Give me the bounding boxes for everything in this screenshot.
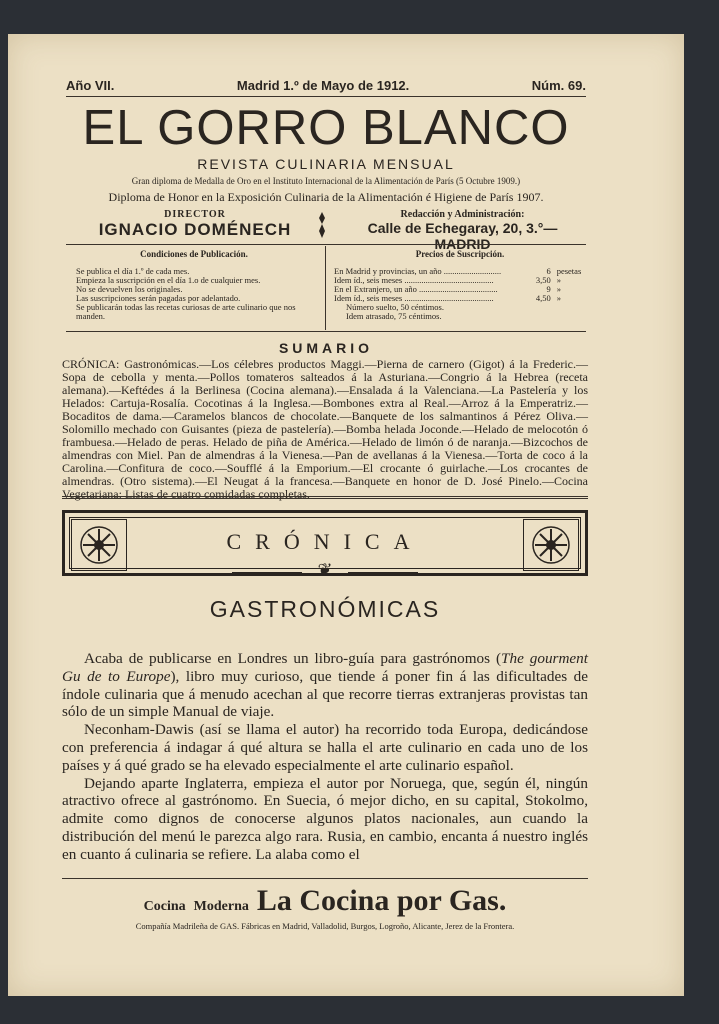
article-paragraph: Dejando aparte Inglaterra, empieza el autor por Noruega, que, según él, ningún atractivo ofrece al gastrónomo. En Suecia, ó mejor dicho, en su capital, Stokolmo, admite como dignos de conocerse algunos platos nacionales, aun cuando la distribución del menú le parezca algo rara. Rusia, en cambio, encanta á nuestro inglés en cuanto á culinaria se refiere. La alaba como el (62, 774, 588, 863)
price-row: Idem íd., seis meses .......................................... 3,50 » (334, 275, 561, 285)
header-rule (66, 96, 586, 97)
ad-headline: La Cocina por Gas. (256, 884, 507, 917)
condition-line: Empieza la suscripción en el día 1.o de cualquier mes. (76, 275, 261, 285)
summary-lead: CRÓNICA: (62, 357, 120, 371)
ad-left-2: Moderna (193, 899, 249, 914)
article-paragraph: Neconham-Dawis (así se llama el autor) ha recorrido toda Europa, dedicándose con preferencia á indagar á qué altura se halla el arte culinario en cada uno de los países y á qué grado se ha elevado especialmente el arte culinario español. (62, 721, 588, 774)
ad-company-line: Compañía Madrileña de GAS. Fábricas en Madrid, Valladolid, Burgos, Logroño, Alicante, Jerez de la Frontera. (135, 921, 515, 931)
director-label: DIRECTOR (164, 209, 226, 220)
rosette-ornament-icon (71, 519, 127, 571)
section-subtitle: GASTRONÓMICAS (209, 596, 441, 622)
condition-line: No se devuelven los originales. (76, 284, 183, 294)
director-block (80, 209, 310, 240)
director-name: IGNACIO DOMÉNECH (98, 220, 292, 239)
issue-date: Madrid 1.º de Mayo de 1912. (236, 78, 410, 93)
price-row: Idem íd., seis meses .......................................... 4,50 » (334, 293, 561, 303)
rosette-ornament-icon (523, 519, 579, 571)
info-bottom-rule (66, 331, 586, 332)
banner-title: CRÓNICA (226, 529, 424, 554)
ad-rule (62, 878, 588, 879)
summary-body: Gastronómicas.—Los célebres productos Maggi.—Pierna de carnero (Gigot) á la Frederic.—Sopa de cebolla y menta.—Pollos tomateros salteados á la Asturiana.—Congrio á la Hebrea (receta alemana).—Keftédes á la Berlinesa (Cocina alemana).—Ensalada á la Valenciana.—La Pastelería y los Helados: Cartuja-Rosalía. Cocotinas á la Inglesa.—Bombones extra al Real.—Arroz á la Emperatriz.—Bocaditos de dama.—Caramelos blancos de chocolate.—Banquete de los salmantinos á Pérez Oliva.—Solomillo mechado con Guisantes (pieza de pastelería).—Bomba helada Joconde.—Helado de melocotón ó frambuesa.—Helado de peras. Helado de piña de América.—Helado de limón ó de naranja.—Bizcochos de almendras con Miel. Pan de almendras á la Vienesa.—Pan de avellanas á la Vienesa.—Torta de coco á la Carolina.—Confitura de coco.—Soufflé á la Emporium.—El crocante ó guirlache.—Los crocantes de almendras. (Otro sistema).—El Neugat á la francesa.—Banquete en honor de D. José Pinelo.—Cocina Vegetariana: Listas de cuatro comidadas completas. (62, 357, 588, 501)
administration-block (340, 209, 585, 252)
summary-title: SUMARIO (278, 340, 374, 356)
back-issue-price: Idem atrasado, 75 céntimos. (346, 311, 442, 321)
article-paragraph: Acaba de publicarse en Londres un libro-guía para gastrónomos (The gourment Gu de to Europe), libro muy curioso, que tiende á poner fin á las dificultades de índole culinaria que á menudo acechan al que recorre tierras extranjeras provistas tan sólo de un simple Manual de viaje. (62, 650, 588, 721)
summary-rule (62, 496, 588, 499)
condition-line: Las suscripciones serán pagadas por adelantado. (76, 293, 241, 303)
diploma-note-1: Gran diploma de Medalla de Oro en el Instituto Internacional de la Alimentación de París (5 Octubre 1909.) (131, 176, 521, 186)
single-issue-price: Número suelto, 50 céntimos. (346, 302, 444, 312)
book-title: The gourment Gu de to Europe (62, 650, 588, 685)
summary-text (62, 358, 588, 501)
publication-title: EL GORRO BLANCO (82, 101, 570, 155)
issue-number: Núm. 69. (531, 78, 586, 93)
administration-address: Calle de Echegaray, 20, 3.°— MADRID (367, 220, 558, 252)
condition-line: Se publica el día 1.º de cada mes. (76, 266, 190, 276)
price-row: En Madrid y provincias, un año ........................... 6 pesetas (334, 266, 582, 276)
prices-block (334, 250, 586, 321)
prices-title: Precios de Suscripción. (415, 249, 505, 259)
issue-year: Año VII. (66, 78, 115, 93)
publication-subtitle: REVISTA CULINARIA MENSUAL (197, 156, 455, 172)
conditions-block (66, 250, 322, 321)
info-top-rule (66, 244, 586, 245)
vertical-ornament-icon (317, 212, 327, 244)
diploma-note-2: Diploma de Honor en la Exposición Culinaria de la Alimentación é Higiene de París 1907. (108, 190, 544, 204)
masthead-info (66, 78, 586, 93)
gas-advertisement (62, 884, 588, 918)
conditions-title: Condiciones de Publicación. (140, 249, 248, 259)
article-body (62, 650, 588, 864)
floral-divider-icon: ❦ (232, 560, 418, 581)
condition-line: Se publicarán todas las recetas curiosas de arte culinario que nos manden. (76, 302, 296, 321)
administration-label: Redacción y Administración: (400, 209, 525, 220)
info-column-divider (325, 246, 326, 330)
price-row: En el Extranjero, un año ..................................... 9 » (334, 284, 561, 294)
ad-left-1: Cocina (143, 899, 186, 914)
